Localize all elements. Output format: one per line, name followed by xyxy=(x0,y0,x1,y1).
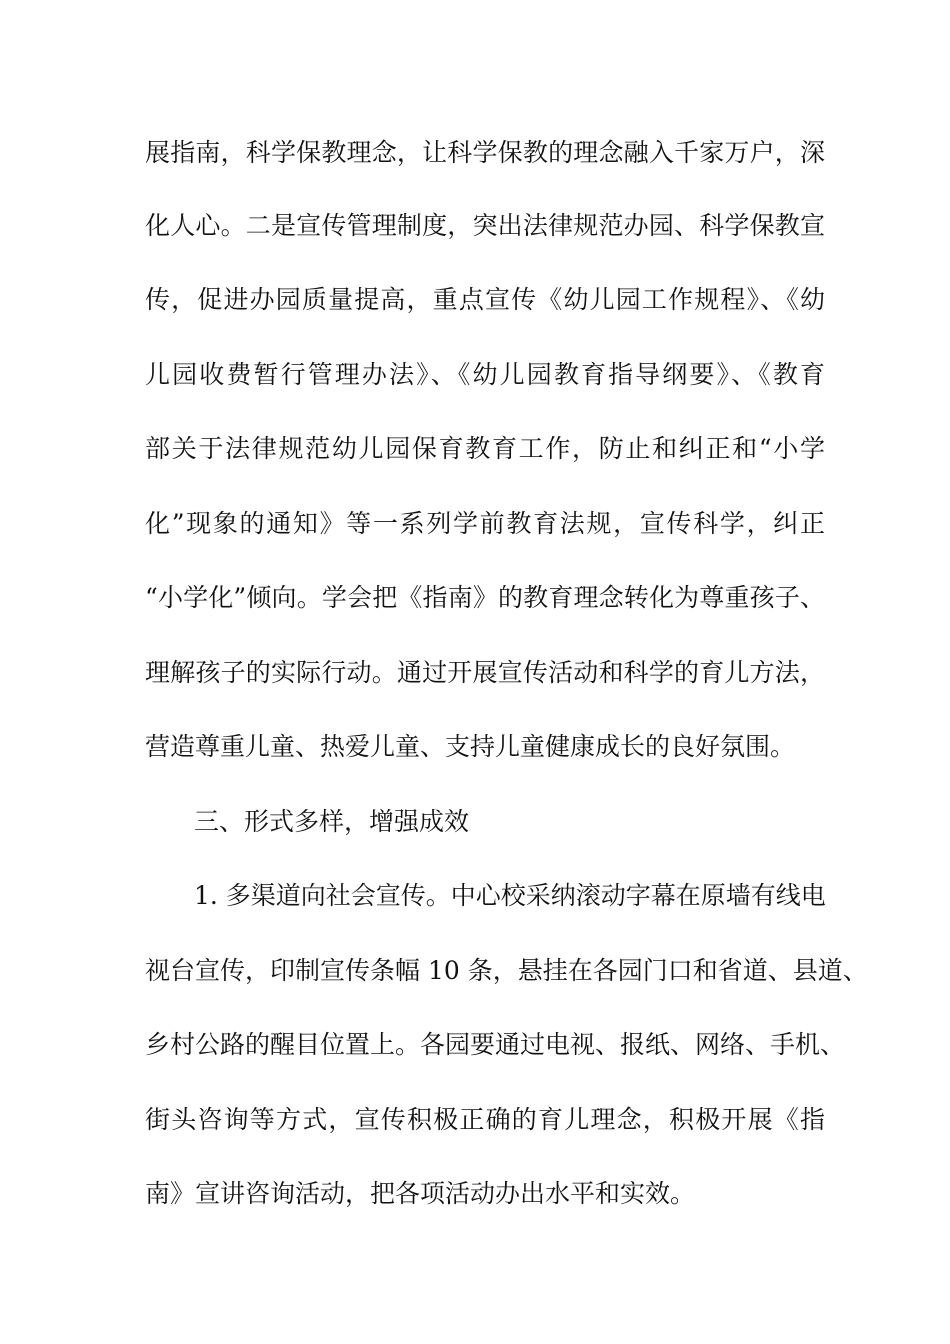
text-line-9: 营造尊重儿童、热爱儿童、支持儿童健康成长的良好氛围。 xyxy=(145,732,796,761)
text-line-1: 展指南，科学保教理念，让科学保教的理念融入千家万户，深 xyxy=(145,138,825,167)
text-line-15: 南》宣讲咨询活动，把各项活动办出水平和实效。 xyxy=(145,1179,696,1208)
text-line-3: 传，促进办园质量提高，重点宣传《幼儿园工作规程》、《幼 xyxy=(145,285,825,314)
text-line-12: 视台宣传，印制宣传条幅 10 条，悬挂在各园门口和省道、县道、 xyxy=(145,956,868,985)
text-line-14: 街头咨询等方式，宣传积极正确的育儿理念，积极开展《指 xyxy=(145,1105,825,1134)
text-line-5: 部关于法律规范幼儿园保育教育工作，防止和纠正和“小学 xyxy=(145,434,825,463)
text-line-11: 1. 多渠道向社会宣传。中心校采纳滚动字幕在原墙有线电 xyxy=(194,881,826,910)
section-heading: 三、形式多样，增强成效 xyxy=(194,807,470,836)
text-line-2: 化人心。二是宣传管理制度，突出法律规范办园、科学保教宣 xyxy=(145,211,825,240)
text-line-7: “小学化”倾向。学会把《指南》的教育理念转化为尊重孩子、 xyxy=(145,583,825,612)
text-line-4: 儿园收费暂行管理办法》、《幼儿园教育指导纲要》、《教育 xyxy=(145,360,825,389)
text-line-8: 理解孩子的实际行动。通过开展宣传活动和科学的育儿方法， xyxy=(145,658,825,687)
text-line-6: 化”现象的通知》等一系列学前教育法规，宣传科学，纠正 xyxy=(145,509,825,538)
text-line-13: 乡村公路的醒目位置上。各园要通过电视、报纸、网络、手机、 xyxy=(145,1030,846,1059)
